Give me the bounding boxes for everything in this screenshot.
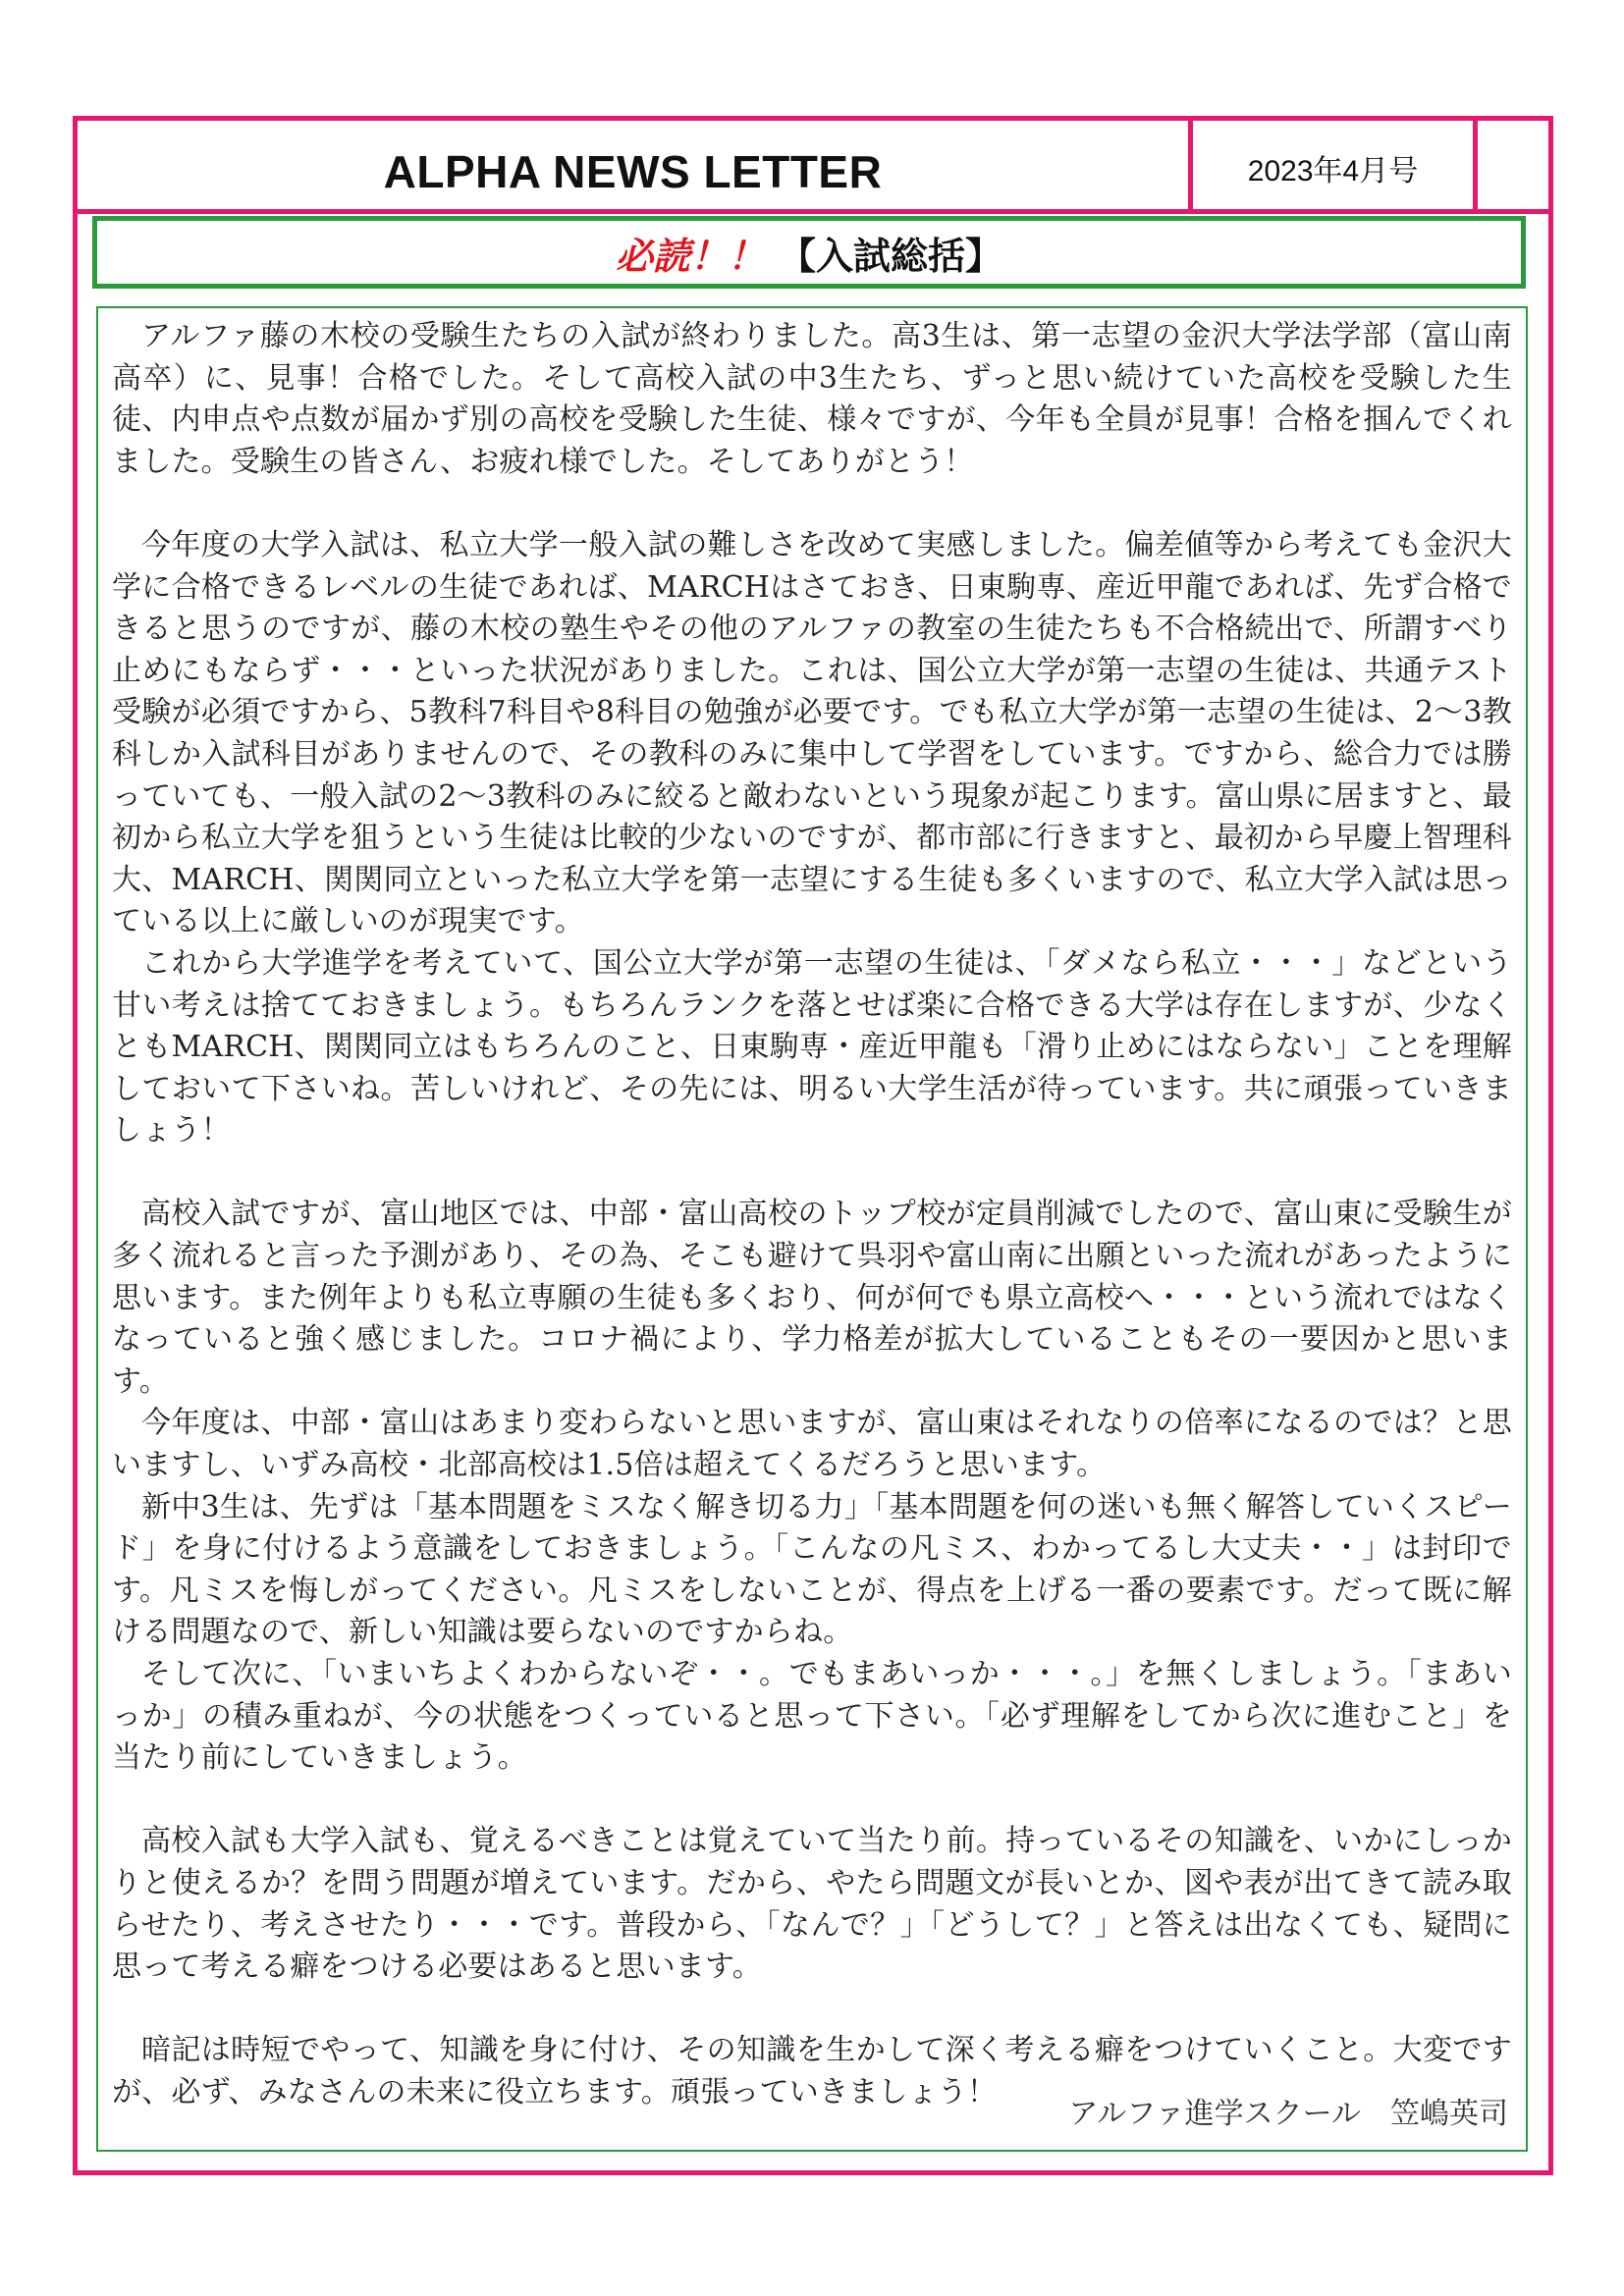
- title-cell: [78, 121, 1193, 209]
- paragraph-this-year-forecast: 今年度は、中部・富山はあまり変わらないと思いますが、富山東はそれなりの倍率になるのでは？と思いますし、いずみ高校・北部高校は1.5倍は超えてくるだろうと思います。: [112, 1406, 1512, 1483]
- paragraph-gap: [112, 483, 1512, 525]
- header-row: [78, 121, 1548, 214]
- article-text: [112, 316, 1512, 2114]
- headline-emphasis: 必読！！: [615, 234, 765, 278]
- paragraph-gap: [112, 1989, 1512, 2031]
- paragraph-high-school-exam: 高校入試ですが、富山地区では、中部・富山高校のトップ校が定員削減でしたので、富山東に受験生が多く流れると言った予測があり、その為、そこも避けて呉羽や富山南に出願といった流れがあったように思います。また例年よりも私立専願の生徒も多くおり、何が何でも県立高校へ・・・という流れではなくなっていると強く感じました。コロナ禍により、学力格差が拡大していることもその一要因かと思います。: [112, 1197, 1512, 1399]
- signature: アルファ進学スクール 笠嶋英司: [1068, 2097, 1508, 2131]
- issue-date-cell: [1193, 121, 1478, 209]
- paragraph-intro: アルファ藤の木校の受験生たちの入試が終わりました。高3生は、第一志望の金沢大学法学部（富山南高卒）に、見事！合格でした。そして高校入試の中3生たち、ずっと思い続けていた高校を受験した生徒、内申点や点数が届かず別の高校を受験した生徒、様々ですが、今年も全員が見事！合格を掴んでくれました。受験生の皆さん、お疲れ様でした。そしてありがとう！: [112, 319, 1512, 479]
- paragraph-gap: [112, 1152, 1512, 1195]
- paragraph-thinking: 高校入試も大学入試も、覚えるべきことは覚えていて当たり前。持っているその知識を、いかにしっかりと使えるか？を問う問題が増えています。だから、やたら問題文が長いとか、図や表が出てきて読み取らせたり、考えさせたり・・・です。普段から、「なんで？」「どうして？」と答えは出なくても、疑問に思って考える癖をつける必要はあると思います。: [112, 1824, 1512, 1985]
- paragraph-gap: [112, 1780, 1512, 1822]
- paragraph-new-third-years: 新中3生は、先ずは「基本問題をミスなく解き切る力」「基本問題を何の迷いも無く解答していくスピード」を身に付けるよう意識をしておきましょう。「こんなの凡ミス、わかってるし大丈夫・・」は封印です。凡ミスを悔しがってください。凡ミスをしないことが、得点を上げる一番の要素です。だって既に解ける問題なので、新しい知識は要らないのですからね。: [112, 1489, 1512, 1650]
- paragraph-understanding: そして次に、「いまいちよくわからないぞ・・。でもまあいっか・・・。」を無くしましょう。「まあいっか」の積み重ねが、今の状態をつくっていると思って下さい。「必ず理解をしてから次に進むこと」を当たり前にしていきましょう。: [112, 1657, 1512, 1776]
- headline-topic: 【入試総括】: [779, 234, 1003, 278]
- paragraph-university-advice: これから大学進学を考えていて、国公立大学が第一志望の生徒は、「ダメなら私立・・・」などという甘い考えは捨てておきましょう。もちろんランクを落とせば楽に合格できる大学は存在しますが、少なくともMARCH、関関同立はもちろんのこと、日東駒専・産近甲龍も「滑り止めにはならない」ことを理解しておいて下さいね。苦しいけれど、その先には、明るい大学生活が待っています。共に頑張っていきましょう！: [112, 945, 1512, 1148]
- paragraph-closing: 暗記は時短でやって、知識を身に付け、その知識を生かして深く考える癖をつけていくこと。大変ですが、必ず、みなさんの未来に役立ちます。頑張っていきましょう！: [112, 2033, 1512, 2109]
- issue-date: 2023年4月号: [1247, 155, 1419, 187]
- newsletter-title: ALPHA NEWS LETTER: [383, 146, 883, 197]
- article-body: [96, 306, 1528, 2152]
- paragraph-university-exam: 今年度の大学入試は、私立大学一般入試の難しさを改めて実感しました。偏差値等から考えても金沢大学に合格できるレベルの生徒であれば、MARCHはさておき、日東駒専、産近甲龍であれば、先ず合格できると思うのですが、藤の木校の塾生やその他のアルファの教室の生徒たちも不合格続出で、所謂すべり止めにもならず・・・といった状況がありました。これは、国公立大学が第一志望の生徒は、共通テスト受験が必須ですから、5教科7科目や8科目の勉強が必要です。でも私立大学が第一志望の生徒は、2～3教科しか入試科目がありませんので、その教科のみに集中して学習をしています。ですから、総合力では勝っていても、一般入試の2～3教科のみに絞ると敵わないという現象が起こります。富山県に居ますと、最初から私立大学を狙うという生徒は比較的少ないのですが、都市部に行きますと、最初から早慶上智理科大、MARCH、関関同立といった私立大学を第一志望にする生徒も多くいますので、私立大学入試は思っている以上に厳しいのが現実です。: [112, 527, 1512, 939]
- headline-banner: [92, 216, 1526, 289]
- newsletter-frame: [73, 116, 1553, 2175]
